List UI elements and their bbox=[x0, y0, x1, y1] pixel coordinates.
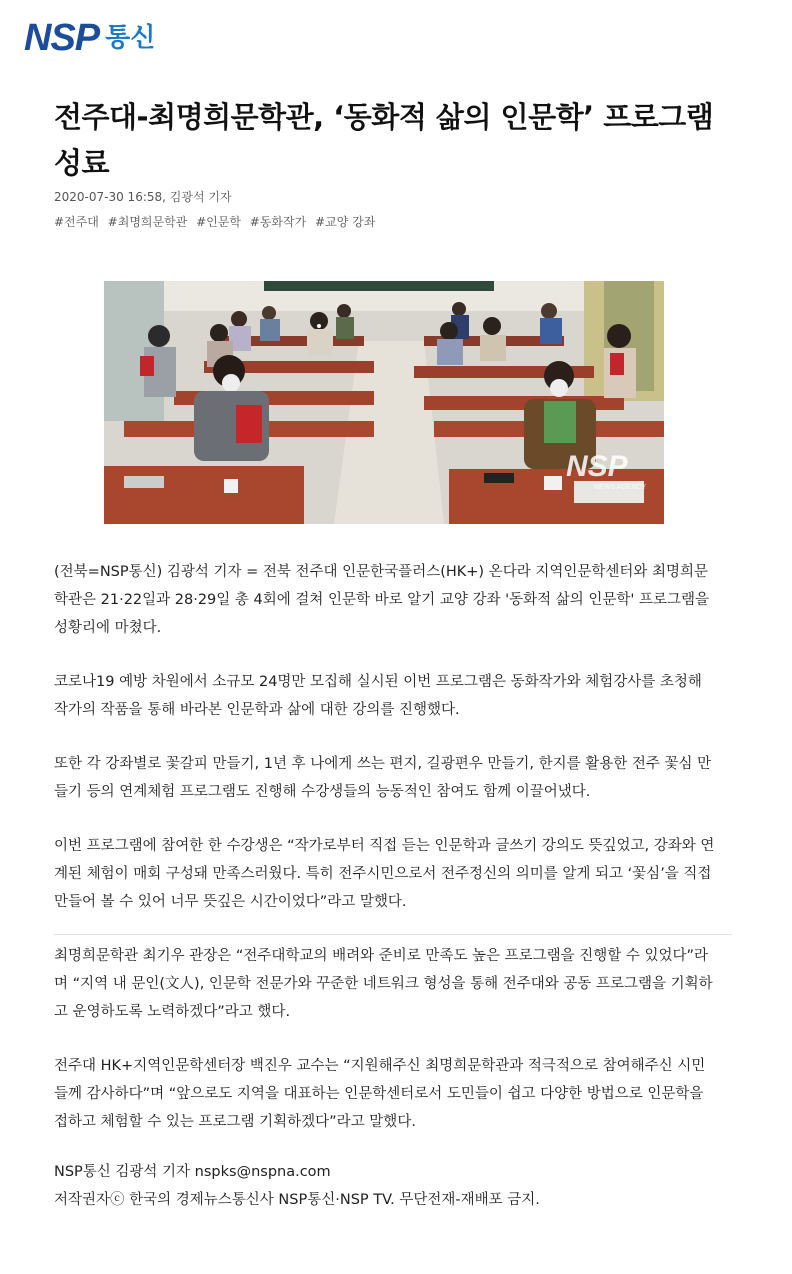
byline: NSP통신 김광석 기자 nspks@nspna.com bbox=[54, 1164, 331, 1180]
tag-link[interactable]: #전주대 bbox=[54, 215, 99, 229]
article-paragraph: 이번 프로그램에 참여한 한 수강생은 “작가로부터 직접 듣는 인문학과 글쓰기 강의도 뜻깊었고, 강좌와 연계된 체험이 매회 구성돼 만족스러웠다. 특히 전주시민으로서 전주정신의 의미를 알게 되고 ‘꽃심’을 직접 만들어 볼 수 있어 너무 뜻깊은 시간이었다”라고 말했다. bbox=[54, 838, 715, 910]
logo-sub: 통신 bbox=[105, 23, 156, 53]
article-body bbox=[54, 558, 716, 942]
tag-link[interactable]: #동화작가 bbox=[249, 215, 307, 229]
article-paragraph: 최명희문학관 최기우 관장은 “전주대학교의 배려와 준비로 만족도 높은 프로그램을 진행할 수 있었다”라며 “지역 내 문인(文人), 인문학 전문가와 꾸준한 네트워크 형성을 통해 전주대와 공동 프로그램을 기획하고 운영하도록 노력하겠다”라고 했다. bbox=[54, 948, 713, 1020]
tag-link[interactable]: #최명희문학관 bbox=[107, 215, 188, 229]
article-meta: 2020-07-30 16:58, 김광석 기자 bbox=[54, 190, 232, 204]
tag-link[interactable]: #인문학 bbox=[196, 215, 241, 229]
copyright: 저작권자ⓒ 한국의 경제뉴스통신사 NSP통신·NSP TV. 무단전재-재배포 금지. bbox=[54, 1192, 540, 1208]
article-footer bbox=[54, 1158, 540, 1214]
page-divider bbox=[54, 934, 732, 935]
tag-link[interactable]: #교양 강좌 bbox=[315, 215, 376, 229]
tag-list bbox=[54, 213, 380, 230]
article-photo bbox=[104, 281, 664, 524]
article-paragraph: 코로나19 예방 차원에서 소규모 24명만 모집해 실시된 이번 프로그램은 동화작가와 체험강사를 초청해 작가의 작품을 통해 바라본 인문학과 삶에 대한 강의를 진행했다. bbox=[54, 674, 702, 718]
article-body-continued bbox=[54, 942, 716, 1162]
article-title: 전주대-최명희문학관, ‘동화적 삶의 인문학’ 프로그램 성료 bbox=[54, 100, 714, 180]
logo-brand: NSP bbox=[24, 17, 100, 59]
article-paragraph: 전주대 HK+지역인문학센터장 백진우 교수는 “지원해주신 최명희문학관과 적극적으로 참여해주신 시민들께 감사하다”며 “앞으로도 지역을 대표하는 인문학센터로서 도민들이 쉽고 다양한 방법으로 인문학을 접하고 체험할 수 있는 프로그램 기획하겠다”라고 말했다. bbox=[54, 1058, 706, 1130]
article-paragraph: 또한 각 강좌별로 꽃갈피 만들기, 1년 후 나에게 쓰는 편지, 길광편우 만들기, 한지를 활용한 전주 꽃심 만들기 등의 연계체험 프로그램도 진행해 수강생들의 능동적인 참여도 함께 이끌어냈다. bbox=[54, 756, 712, 800]
article-paragraph: (전북=NSP통신) 김광석 기자 = 전북 전주대 인문한국플러스(HK+) 온다라 지역인문학센터와 최명희문학관은 21·22일과 28·29일 총 4회에 걸쳐 인문학 바로 알기 교양 강좌 '동화적 삶의 인문학' 프로그램을 성황리에 마쳤다. bbox=[54, 564, 709, 636]
site-logo[interactable] bbox=[24, 16, 155, 60]
photo-watermark-sub: NEWS AGENCY bbox=[594, 484, 647, 491]
photo-watermark: NSP bbox=[566, 450, 628, 483]
